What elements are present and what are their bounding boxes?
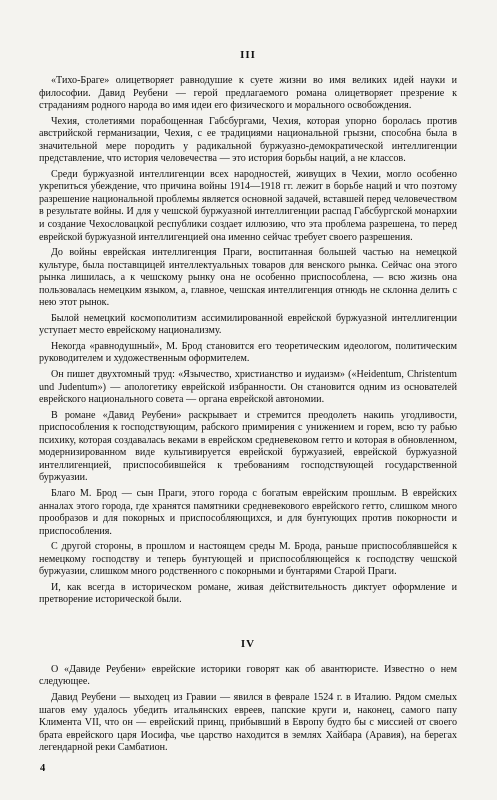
paragraph: Он пишет двухтомный труд: «Язычество, христианство и иудаизм» («Heidentum, Christentum und Judentum») — апологетику еврейской избранности. Он становится одним из основателей еврейского национального совета — органа еврейской автономии. xyxy=(39,369,457,406)
section-heading-four: IV xyxy=(240,637,256,650)
paragraph: Благо М. Брод — сын Праги, этого города с богатым еврейским прошлым. В еврейских анналах этого города, где хранятся памятники средневекового еврейского гетто, слишком много прообразов и для покорных и приспособляющихся, и для бунтующих против покорности и приспособления. xyxy=(39,487,457,537)
paragraph: Былой немецкий космополитизм ассимилированной еврейской буржуазной интеллигенции уступает место еврейскому национализму. xyxy=(39,312,457,337)
paragraph: Чехия, столетиями порабощенная Габсбургами, Чехия, которая упорно боролась против австрийской германизации, Чехия, с ее традициями национальной грызни, способна была в значительной мере породить у радикальной буржуазно-демократической интеллигенции представление, что история человечества — это история борьбы наций, а не классов. xyxy=(39,115,457,165)
paragraph: Некогда «равнодушный», М. Брод становится его теоретическим идеологом, политическим руководителем и художественным оформителем. xyxy=(39,340,457,365)
paragraph: Давид Реубени — выходец из Гравии — явился в феврале 1524 г. в Италию. Рядом смелых шагов ему удалось убедить итальянских евреев, папские круги и, наконец, самого папу Климента VII, что он — еврейский принц, прибывший в Европу будто бы с миссией от своего брата еврейского царя Иосифа, чье царство находится в землях Хайбара (Аравия), на берегах легендарной реки Самбатион. xyxy=(39,691,457,754)
paragraph: Среди буржуазной интеллигенции всех народностей, живущих в Чехии, могло особенно укрепиться убеждение, что причина войны 1914—1918 гг. лежит в борьбе наций и что поэтому разрешение национальной проблемы является основной задачей, вставшей перед человечеством в результате войны. И для у чешской буржуазной интеллигенции распад Габсбургской монархии и создание Чехословацкой республики создает иллюзию, что эта проблема разрешена, то перед еврейской буржуазной интеллигенцией она именно сейчас требует своего разрешения. xyxy=(39,168,457,243)
paragraph: И, как всегда в историческом романе, живая действительность диктует оформление и претворение исторической были. xyxy=(39,581,457,606)
section-heading-three: III xyxy=(240,49,256,61)
paragraph: С другой стороны, в прошлом и настоящем среды М. Брода, раньше приспособлявшейся к немецкому господству и теперь бунтующей и приспособляющейся к господству чешской буржуазии, слишком много родственного с покорными и бунтарями Старой Праги. xyxy=(39,541,457,578)
page-number: 4 xyxy=(40,763,46,774)
paragraph: О «Давиде Реубени» еврейские историки говорят как об авантюристе. Известно о нем следующее. xyxy=(39,663,457,688)
paragraph: До войны еврейская интеллигенция Праги, воспитанная большей частью на немецкой культуре, была поставщицей интеллектуальных товаров для венского рынка. Сейчас она этого рынка лишилась, а к чешскому рынку она не особенно приспособлена, — всю жизнь она пользовалась немецким языком, а, главное, чешская интеллигенция отнюдь не склонна делить с нею этот рынок. xyxy=(39,247,457,309)
paragraph: «Тихо-Браге» олицетворяет равнодушие к суете жизни во имя великих идей науки и философии. Давид Реубени — герой предлагаемого романа олицетворяет презрение к страданиям родного народа во имя идеи его физического и морального освобождения. xyxy=(39,75,457,112)
paragraph: В романе «Давид Реубени» раскрывает и стремится преодолеть накипь угодливости, приспособления к господствующим, рабского примирения с унижением и горем, всю ту рабью психику, которая создавалась веками в еврейском средневековом гетто и которая в обновленном, модернизированном виде культивируется еврейской буржуазией, еврейской буржуазной интеллигенцией, приспособившейся к требованиям господствующей государственной буржуазии. xyxy=(39,409,457,484)
